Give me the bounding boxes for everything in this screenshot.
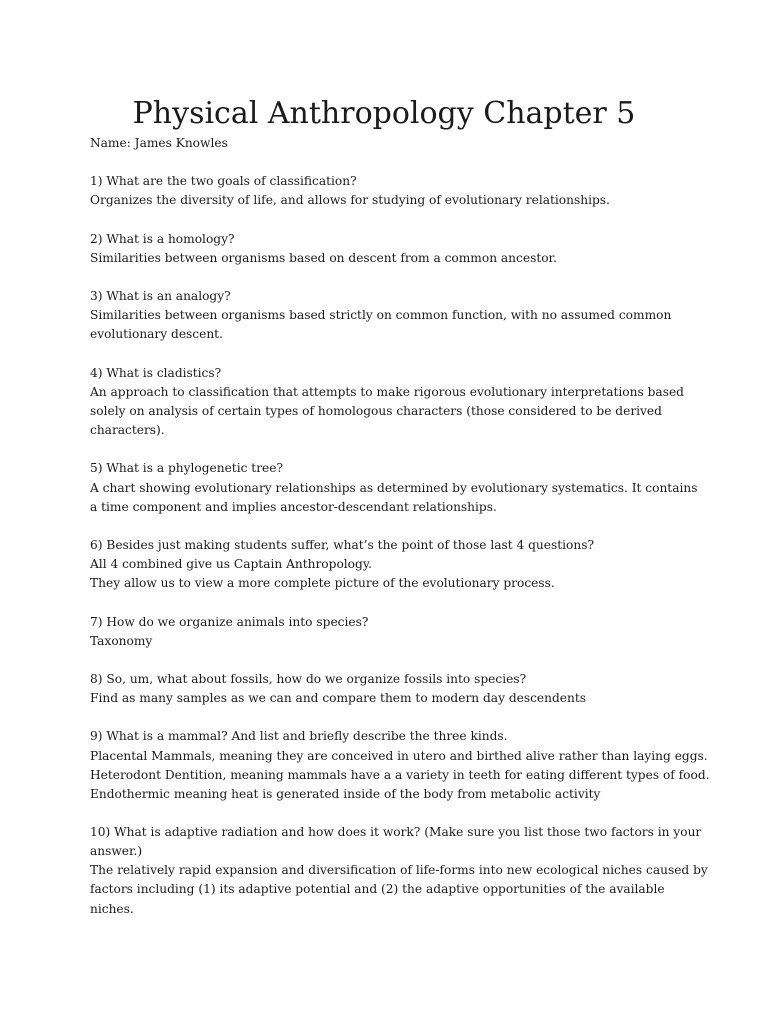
question-8: 8) So, um, what about fossils, how do we organize fossils into species? [90,671,527,686]
answer-6-line-1: All 4 combined give us Captain Anthropology. [90,557,372,572]
question-2: 2) What is a homology? [90,231,235,246]
answer-10-line-3: niches. [90,901,134,916]
answer-5-line-2: a time component and implies ancestor-descendant relationships. [90,499,497,514]
document-body [90,134,710,919]
answer-9-line-3: Endothermic meaning heat is generated inside of the body from metabolic activity [90,786,601,801]
answer-6-line-2: They allow us to view a more complete picture of the evolutionary process. [90,576,555,591]
question-5: 5) What is a phylogenetic tree? [90,461,283,476]
answer-7-line-1: Taxonomy [90,633,153,648]
answer-3-line-2: evolutionary descent. [90,327,223,342]
question-3: 3) What is an analogy? [90,289,231,304]
qa-item-5 [90,459,698,516]
qa-item-6 [90,536,690,593]
question-4: 4) What is cladistics? [90,365,222,380]
student-name: Name: James Knowles [90,136,228,150]
question-6: 6) Besides just making students suffer, what’s the point of those last 4 questions? [90,537,595,552]
qa-item-4 [90,364,690,441]
answer-5-line-1: A chart showing evolutionary relationships as determined by evolutionary systematics. It contains [90,480,698,495]
question-7: 7) How do we organize animals into species? [90,614,369,629]
answer-2-line-1: Similarities between organisms based on descent from a common ancestor. [90,250,557,265]
answer-10-line-1: The relatively rapid expansion and diversification of life-forms into new ecological niches caused by [90,863,708,878]
qa-item-10 [90,823,708,919]
document-title: Physical Anthropology Chapter 5 [132,96,636,131]
answer-4-line-3: characters). [90,423,165,438]
question-9: 9) What is a mammal? And list and briefly describe the three kinds. [90,729,508,744]
qa-item-2 [90,230,690,268]
answer-4-line-2: solely on analysis of certain types of homologous characters (those considered to be derived [90,403,662,418]
question-10-line-2: answer.) [90,844,143,859]
question-1: 1) What are the two goals of classification? [90,174,357,189]
answer-1-line-1: Organizes the diversity of life, and allows for studying of evolutionary relationships. [90,193,610,208]
qa-item-9 [90,727,710,804]
qa-item-3 [90,287,690,344]
answer-10-line-2: factors including (1) its adaptive potential and (2) the adaptive opportunities of the available [90,882,665,897]
question-10-line-1: 10) What is adaptive radiation and how does it work? (Make sure you list those two factors in your [90,825,702,840]
answer-3-line-1: Similarities between organisms based strictly on common function, with no assumed common [90,308,672,323]
answer-8-line-1: Find as many samples as we can and compare them to modern day descendents [90,691,586,706]
answer-9-line-1: Placental Mammals, meaning they are conceived in utero and birthed alive rather than laying eggs. [90,748,708,763]
qa-item-8 [90,670,690,708]
answer-9-line-2: Heterodont Dentition, meaning mammals have a a variety in teeth for eating different types of food. [90,767,710,782]
answer-4-line-1: An approach to classification that attempts to make rigorous evolutionary interpretations based [90,384,684,399]
qa-item-7 [90,613,690,651]
qa-item-1 [90,172,690,210]
